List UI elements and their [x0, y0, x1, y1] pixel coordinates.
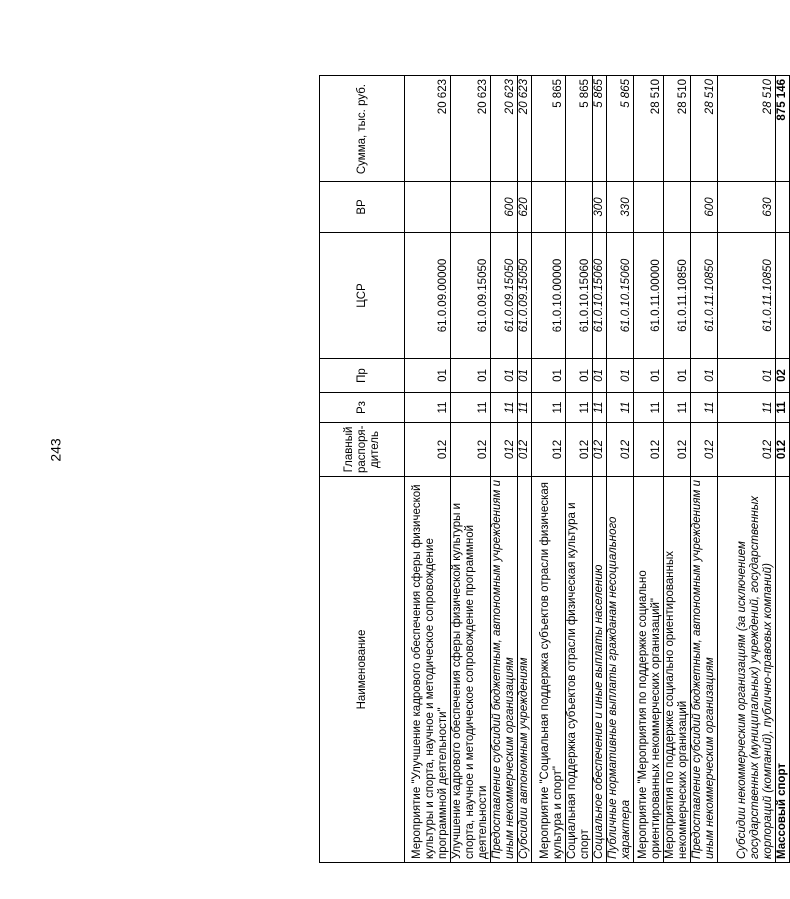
vr-cell: 600 [491, 182, 518, 233]
csr-cell: 61.0.10.00000 [532, 233, 566, 359]
sum-cell: 5 865 [566, 76, 593, 182]
sum-cell: 20 623 [491, 76, 518, 182]
vr-cell: 300 [593, 182, 607, 233]
pr-cell: 01 [405, 359, 451, 393]
name-cell: Улучшение кадрового обеспечения сферы физической культуры и спорта, научное и методическое сопровождение программной деятельности [451, 477, 491, 863]
csr-cell: 61.0.10.15060 [593, 233, 607, 359]
name-cell: Предоставление субсидий бюджетным, автономным учреждениям и иным некоммерческим организациям [491, 477, 518, 863]
rz-cell: 11 [532, 393, 566, 423]
vr-cell [405, 182, 451, 233]
admin-cell: 012 [491, 423, 518, 477]
table-row [691, 76, 718, 863]
table-row [405, 76, 451, 863]
vr-cell [566, 182, 593, 233]
table-row [451, 76, 491, 863]
rz-cell: 11 [405, 393, 451, 423]
sum-cell: 20 623 [518, 76, 532, 182]
rz-cell: 11 [634, 393, 664, 423]
page-number: 243 [48, 438, 65, 462]
pr-cell: 01 [491, 359, 518, 393]
admin-cell: 012 [776, 423, 790, 477]
sum-cell: 5 865 [593, 76, 607, 182]
pr-cell: 01 [634, 359, 664, 393]
admin-cell: 012 [593, 423, 607, 477]
header-sum: Сумма, тыс. руб. [320, 76, 405, 182]
vr-cell [776, 182, 790, 233]
pr-cell: 02 [776, 359, 790, 393]
rz-cell: 11 [491, 393, 518, 423]
table-body [405, 76, 790, 863]
vr-cell [532, 182, 566, 233]
name-cell: Мероприятия по поддержке социально ориентированных некоммерческих организаций [664, 477, 691, 863]
name-cell: Субсидии некоммерческим организациям (за исключением государственных (муниципальных) учреждений, государственных корпораций (компаний), публично-правовых компаний) [718, 477, 776, 863]
name-cell: Мероприятие "Улучшение кадрового обеспечения сферы физической культуры и спорта, научное и методическое сопровождение программной деятельности" [405, 477, 451, 863]
vr-cell [634, 182, 664, 233]
budget-table [319, 75, 790, 863]
admin-cell: 012 [634, 423, 664, 477]
csr-cell: 61.0.09.00000 [405, 233, 451, 359]
pr-cell: 01 [451, 359, 491, 393]
vr-cell: 330 [607, 182, 634, 233]
rz-cell: 11 [593, 393, 607, 423]
pr-cell: 01 [664, 359, 691, 393]
table-row [518, 76, 532, 863]
name-cell: Субсидии автономным учреждениям [518, 477, 532, 863]
csr-cell: 61.0.11.10850 [664, 233, 691, 359]
name-cell: Социальное обеспечение и иные выплаты населению [593, 477, 607, 863]
rz-cell: 11 [691, 393, 718, 423]
admin-cell: 012 [518, 423, 532, 477]
vr-cell [664, 182, 691, 233]
sum-cell: 28 510 [664, 76, 691, 182]
vr-cell [451, 182, 491, 233]
sum-cell: 28 510 [691, 76, 718, 182]
rz-cell: 11 [566, 393, 593, 423]
rz-cell: 11 [518, 393, 532, 423]
vr-cell: 620 [518, 182, 532, 233]
admin-cell: 012 [405, 423, 451, 477]
pr-cell: 01 [532, 359, 566, 393]
csr-cell: 61.0.11.10850 [691, 233, 718, 359]
pr-cell: 01 [607, 359, 634, 393]
table-row [532, 76, 566, 863]
sum-cell: 20 623 [451, 76, 491, 182]
csr-cell: 61.0.09.15050 [518, 233, 532, 359]
rotated-page [319, 76, 788, 863]
vr-cell: 600 [691, 182, 718, 233]
name-cell: Социальная поддержка субъектов отрасли физическая культура и спорт [566, 477, 593, 863]
name-cell: Мероприятие "Мероприятия по поддержке социально ориентированных некоммерческих организаций" [634, 477, 664, 863]
name-cell: Публичные нормативные выплаты гражданам несоциального характера [607, 477, 634, 863]
pr-cell: 01 [593, 359, 607, 393]
pr-cell: 01 [691, 359, 718, 393]
header-row [320, 76, 405, 863]
table-row [718, 76, 776, 863]
admin-cell: 012 [566, 423, 593, 477]
csr-cell [776, 233, 790, 359]
csr-cell: 61.0.09.15050 [491, 233, 518, 359]
admin-cell: 012 [664, 423, 691, 477]
admin-cell: 012 [532, 423, 566, 477]
rz-cell: 11 [718, 393, 776, 423]
table-row [634, 76, 664, 863]
pr-cell: 01 [718, 359, 776, 393]
csr-cell: 61.0.10.15060 [566, 233, 593, 359]
sum-cell: 28 510 [718, 76, 776, 182]
header-csr: ЦСР [320, 233, 405, 359]
rz-cell: 11 [776, 393, 790, 423]
csr-cell: 61.0.11.10850 [718, 233, 776, 359]
header-vr: ВР [320, 182, 405, 233]
pr-cell: 01 [566, 359, 593, 393]
table-row [491, 76, 518, 863]
table-row-total [776, 76, 790, 863]
header-name: Наименование [320, 477, 405, 863]
rz-cell: 11 [607, 393, 634, 423]
admin-cell: 012 [691, 423, 718, 477]
pr-cell: 01 [518, 359, 532, 393]
header-rz: Рз [320, 393, 405, 423]
sum-cell: 875 146 [776, 76, 790, 182]
header-admin: Главный распоря-дитель [320, 423, 405, 477]
sum-cell: 5 865 [607, 76, 634, 182]
sum-cell: 20 623 [405, 76, 451, 182]
csr-cell: 61.0.11.00000 [634, 233, 664, 359]
table-row [664, 76, 691, 863]
csr-cell: 61.0.10.15060 [607, 233, 634, 359]
rz-cell: 11 [664, 393, 691, 423]
vr-cell: 630 [718, 182, 776, 233]
table-row [593, 76, 607, 863]
admin-cell: 012 [718, 423, 776, 477]
header-pr: Пр [320, 359, 405, 393]
sum-cell: 28 510 [634, 76, 664, 182]
table-row [607, 76, 634, 863]
sum-cell: 5 865 [532, 76, 566, 182]
csr-cell: 61.0.09.15050 [451, 233, 491, 359]
admin-cell: 012 [451, 423, 491, 477]
name-cell: Мероприятие "Социальная поддержка субъектов отрасли физическая культура и спорт" [532, 477, 566, 863]
name-cell: Массовый спорт [776, 477, 790, 863]
table-row [566, 76, 593, 863]
name-cell: Предоставление субсидий бюджетным, автономным учреждениям и иным некоммерческим организациям [691, 477, 718, 863]
rz-cell: 11 [451, 393, 491, 423]
admin-cell: 012 [607, 423, 634, 477]
